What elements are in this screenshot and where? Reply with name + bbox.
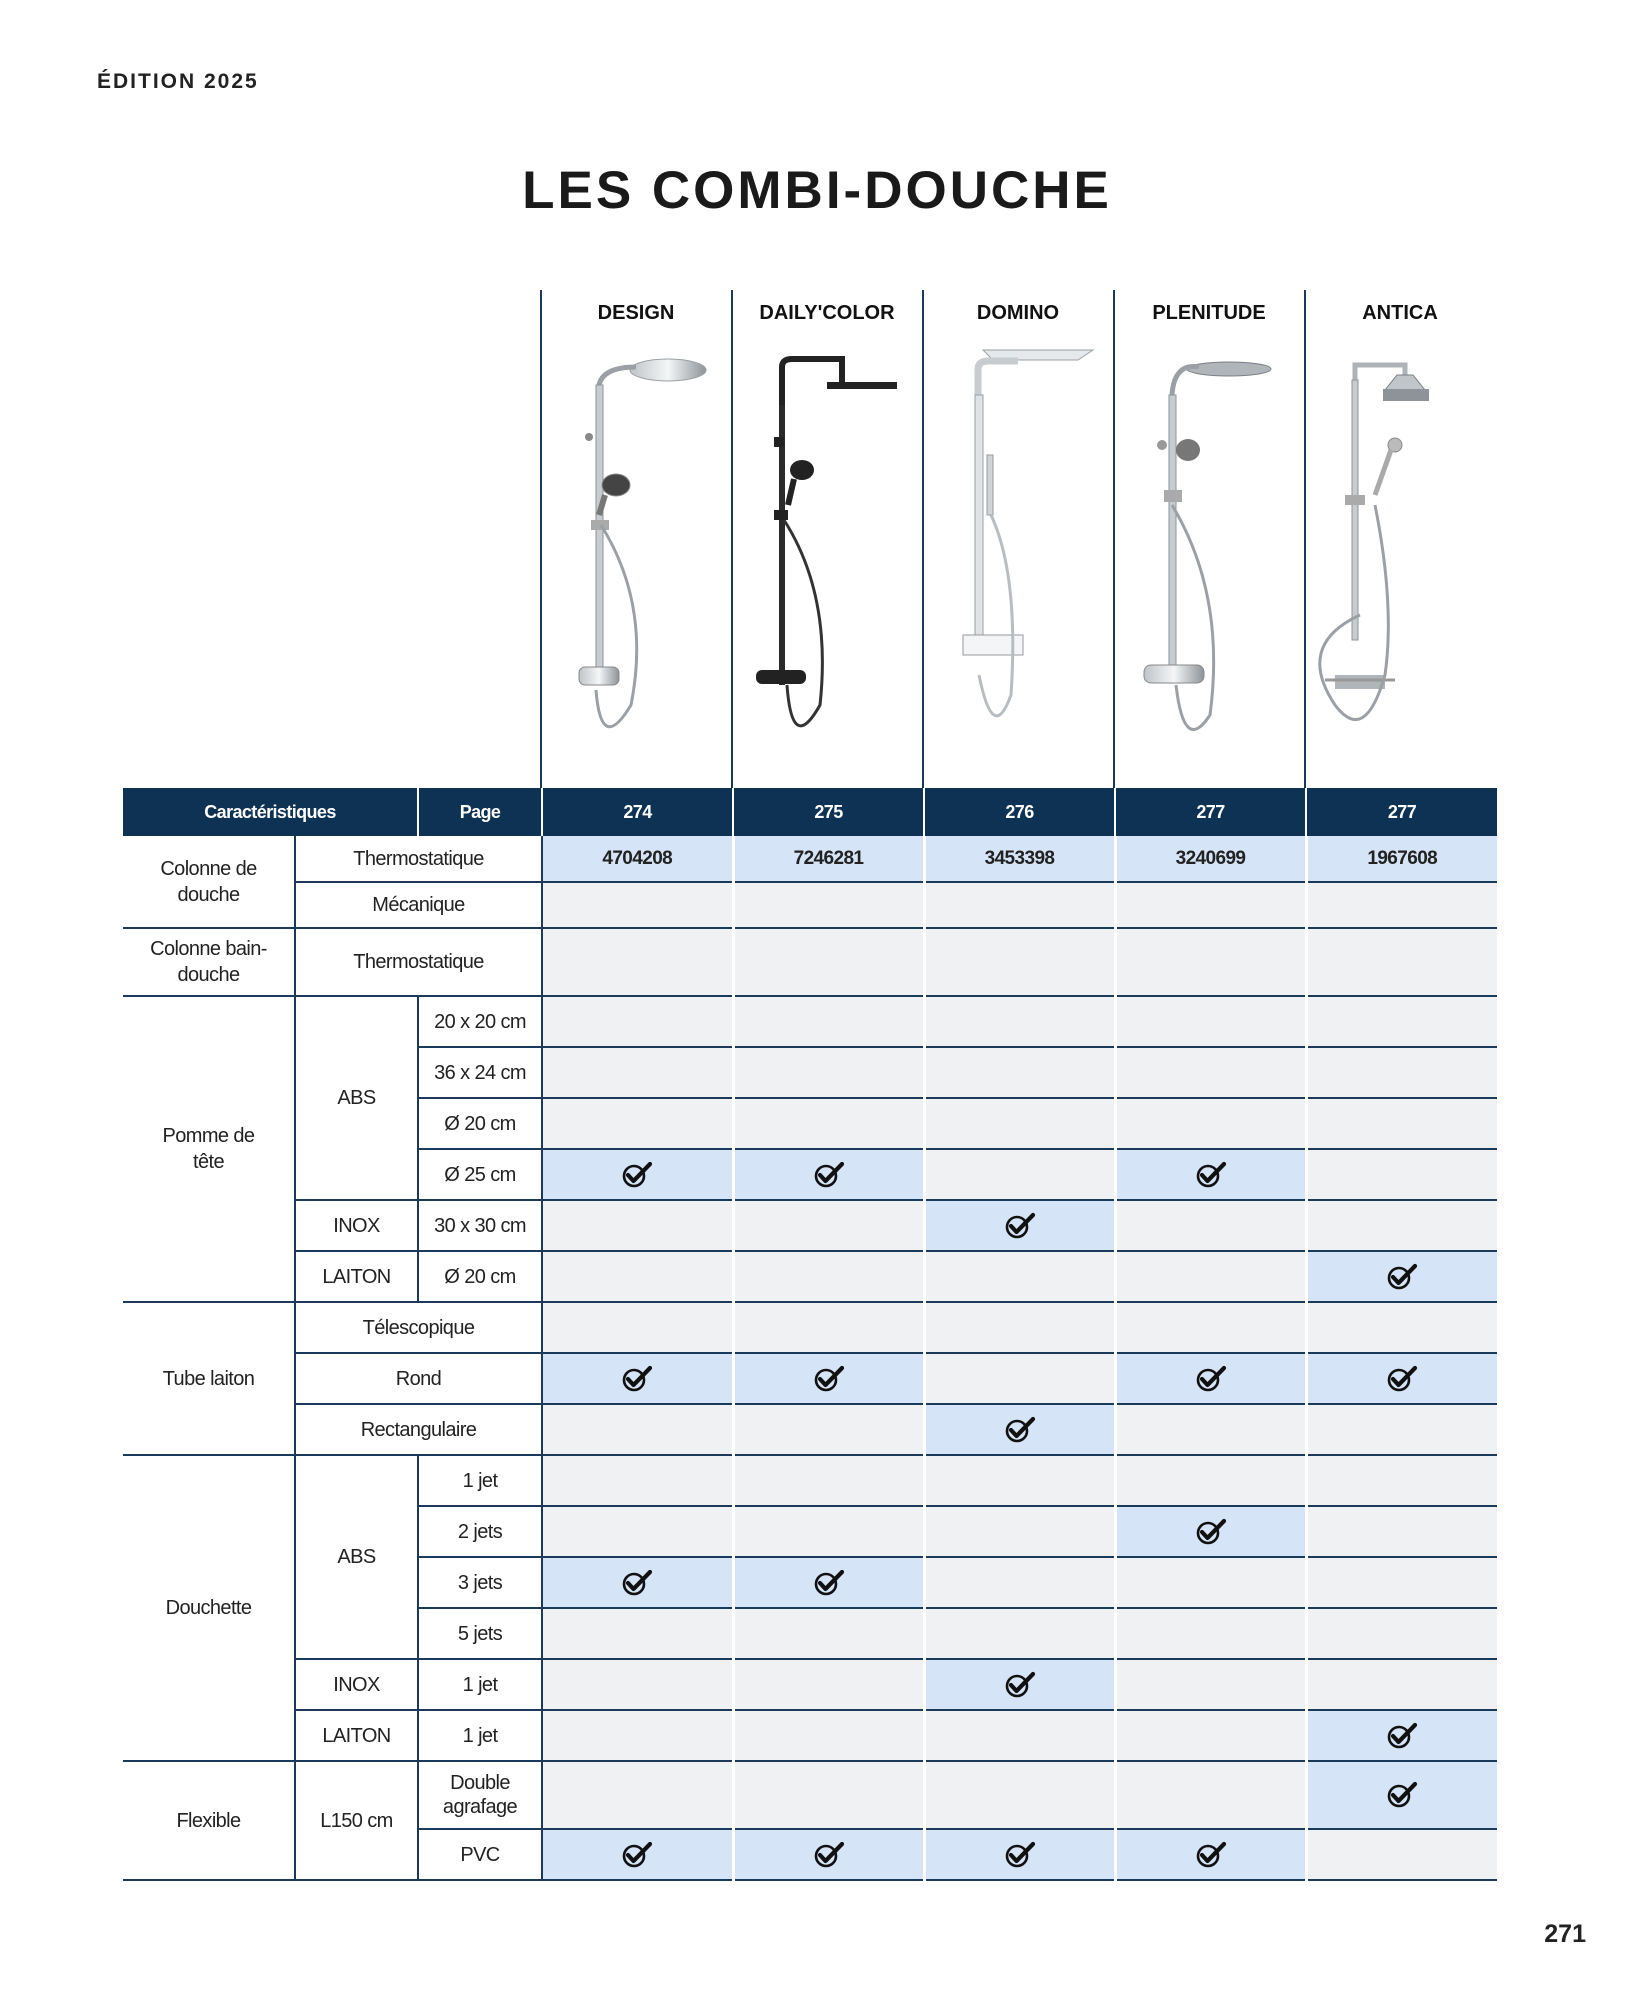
header-page-4: 277 — [1115, 788, 1306, 836]
empty-cell — [924, 1710, 1115, 1761]
product-reference: 7246281 — [733, 836, 924, 882]
empty-cell — [1306, 996, 1497, 1047]
page-number: 271 — [1544, 1920, 1586, 1948]
variant-1-jet: 1 jet — [418, 1710, 542, 1761]
category-tube-laiton: Tube laiton — [123, 1302, 295, 1455]
empty-cell — [1115, 1200, 1306, 1251]
empty-cell — [542, 928, 733, 996]
table-row — [123, 1353, 1497, 1404]
empty-cell — [542, 996, 733, 1047]
product-image-antica — [1305, 345, 1495, 765]
empty-cell — [733, 1302, 924, 1353]
check-icon — [733, 1557, 924, 1608]
table-row — [123, 836, 1497, 882]
product-image-design — [541, 345, 731, 765]
category-colonne-de-douche: Colonne de douche — [123, 836, 295, 928]
empty-cell — [1115, 1251, 1306, 1302]
empty-cell — [1306, 1047, 1497, 1098]
header-page-5: 277 — [1306, 788, 1497, 836]
variant-20-cm: Ø 20 cm — [418, 1098, 542, 1149]
empty-cell — [733, 1659, 924, 1710]
variant-1-jet: 1 jet — [418, 1659, 542, 1710]
empty-cell — [924, 1455, 1115, 1506]
empty-cell — [924, 882, 1115, 928]
empty-cell — [1306, 1608, 1497, 1659]
empty-cell — [542, 1455, 733, 1506]
empty-cell — [733, 928, 924, 996]
empty-cell — [733, 996, 924, 1047]
empty-cell — [1115, 1659, 1306, 1710]
header-page-3: 276 — [924, 788, 1115, 836]
table-row — [123, 1200, 1497, 1251]
header-page-2: 275 — [733, 788, 924, 836]
empty-cell — [924, 1251, 1115, 1302]
empty-cell — [1306, 1098, 1497, 1149]
table-row — [123, 1251, 1497, 1302]
variant-5-jets: 5 jets — [418, 1608, 542, 1659]
check-icon — [542, 1149, 733, 1200]
table-row — [123, 882, 1497, 928]
empty-cell — [542, 1047, 733, 1098]
product-name-dailycolor: DAILY'COLOR — [759, 302, 895, 324]
empty-cell — [1306, 1302, 1497, 1353]
subcategory-l150-cm: L150 cm — [295, 1761, 418, 1880]
empty-cell — [924, 1608, 1115, 1659]
table-row — [123, 996, 1497, 1047]
variant-20-x-20-cm: 20 x 20 cm — [418, 996, 542, 1047]
empty-cell — [733, 1761, 924, 1829]
header-page: Page — [418, 788, 542, 836]
product-name-antica: ANTICA — [1362, 302, 1438, 324]
empty-cell — [1306, 1149, 1497, 1200]
product-reference: 1967608 — [1306, 836, 1497, 882]
empty-cell — [1306, 882, 1497, 928]
empty-cell — [542, 1710, 733, 1761]
empty-cell — [542, 1659, 733, 1710]
empty-cell — [542, 1098, 733, 1149]
subcategory-abs: ABS — [295, 1455, 418, 1659]
check-icon — [924, 1404, 1115, 1455]
empty-cell — [733, 1200, 924, 1251]
empty-cell — [1115, 1608, 1306, 1659]
product-name-design: DESIGN — [597, 302, 675, 324]
empty-cell — [1115, 1710, 1306, 1761]
empty-cell — [1306, 1404, 1497, 1455]
check-icon — [733, 1149, 924, 1200]
subcategory-inox: INOX — [295, 1200, 418, 1251]
empty-cell — [733, 1404, 924, 1455]
check-icon — [1115, 1506, 1306, 1557]
empty-cell — [1115, 1761, 1306, 1829]
empty-cell — [1306, 1455, 1497, 1506]
table-row — [123, 928, 1497, 996]
empty-cell — [924, 1557, 1115, 1608]
empty-cell — [542, 1251, 733, 1302]
check-icon — [924, 1829, 1115, 1880]
product-name-domino: DOMINO — [976, 302, 1060, 324]
variant-double-agrafage: Double agrafage — [418, 1761, 542, 1829]
check-icon — [924, 1659, 1115, 1710]
empty-cell — [924, 996, 1115, 1047]
table-header-row — [123, 788, 1497, 836]
empty-cell — [924, 1302, 1115, 1353]
product-reference: 3453398 — [924, 836, 1115, 882]
variant-36-x-24-cm: 36 x 24 cm — [418, 1047, 542, 1098]
empty-cell — [1306, 928, 1497, 996]
empty-cell — [542, 1506, 733, 1557]
check-icon — [1115, 1149, 1306, 1200]
product-image-plenitude — [1114, 345, 1304, 765]
variant-3-jets: 3 jets — [418, 1557, 542, 1608]
header-characteristics: Caractéristiques — [123, 788, 418, 836]
check-icon — [1306, 1710, 1497, 1761]
table-row — [123, 1710, 1497, 1761]
empty-cell — [1115, 1098, 1306, 1149]
empty-cell — [733, 1506, 924, 1557]
category-colonne-bain-douche: Colonne bain-douche — [123, 928, 295, 996]
variant-25-cm: Ø 25 cm — [418, 1149, 542, 1200]
empty-cell — [733, 1098, 924, 1149]
empty-cell — [542, 882, 733, 928]
edition-label: ÉDITION 2025 — [97, 70, 259, 93]
check-icon — [733, 1353, 924, 1404]
table-row — [123, 1455, 1497, 1506]
empty-cell — [542, 1761, 733, 1829]
subcategory-laiton: LAITON — [295, 1251, 418, 1302]
check-icon — [1306, 1761, 1497, 1829]
variant-2-jets: 2 jets — [418, 1506, 542, 1557]
header-page-1: 274 — [542, 788, 733, 836]
category-pomme-de-tete: Pomme de tête — [123, 996, 295, 1302]
empty-cell — [1115, 996, 1306, 1047]
table-row — [123, 1404, 1497, 1455]
empty-cell — [1306, 1557, 1497, 1608]
product-image-domino — [923, 345, 1113, 765]
empty-cell — [1115, 1047, 1306, 1098]
empty-cell — [733, 1251, 924, 1302]
variant-1-jet: 1 jet — [418, 1455, 542, 1506]
variant-pvc: PVC — [418, 1829, 542, 1880]
product-reference: 4704208 — [542, 836, 733, 882]
check-icon — [1306, 1353, 1497, 1404]
category-douchette: Douchette — [123, 1455, 295, 1761]
empty-cell — [924, 1506, 1115, 1557]
variant-20-cm: Ø 20 cm — [418, 1251, 542, 1302]
empty-cell — [733, 1455, 924, 1506]
empty-cell — [924, 1761, 1115, 1829]
empty-cell — [733, 1710, 924, 1761]
empty-cell — [924, 1353, 1115, 1404]
empty-cell — [542, 1200, 733, 1251]
table-row — [123, 1302, 1497, 1353]
subcategory-rond: Rond — [295, 1353, 542, 1404]
empty-cell — [1115, 1302, 1306, 1353]
check-icon — [542, 1829, 733, 1880]
empty-cell — [1306, 1506, 1497, 1557]
check-icon — [733, 1829, 924, 1880]
subcategory-telescopique: Télescopique — [295, 1302, 542, 1353]
empty-cell — [924, 1047, 1115, 1098]
page-title: LES COMBI-DOUCHE — [522, 161, 1112, 220]
check-icon — [1306, 1251, 1497, 1302]
variant-30-x-30-cm: 30 x 30 cm — [418, 1200, 542, 1251]
empty-cell — [1115, 1455, 1306, 1506]
empty-cell — [1306, 1659, 1497, 1710]
empty-cell — [542, 1302, 733, 1353]
empty-cell — [542, 1404, 733, 1455]
subcategory-mecanique: Mécanique — [295, 882, 542, 928]
empty-cell — [924, 928, 1115, 996]
category-flexible: Flexible — [123, 1761, 295, 1880]
subcategory-rectangulaire: Rectangulaire — [295, 1404, 542, 1455]
empty-cell — [1306, 1829, 1497, 1880]
check-icon — [1115, 1829, 1306, 1880]
empty-cell — [1115, 928, 1306, 996]
subcategory-inox: INOX — [295, 1659, 418, 1710]
check-icon — [924, 1200, 1115, 1251]
empty-cell — [924, 1149, 1115, 1200]
empty-cell — [1306, 1200, 1497, 1251]
subcategory-abs: ABS — [295, 996, 418, 1200]
empty-cell — [733, 1047, 924, 1098]
table-row — [123, 1659, 1497, 1710]
empty-cell — [1115, 1404, 1306, 1455]
check-icon — [542, 1557, 733, 1608]
empty-cell — [1115, 882, 1306, 928]
table-row — [123, 1761, 1497, 1829]
product-name-plenitude: PLENITUDE — [1152, 302, 1266, 324]
empty-cell — [542, 1608, 733, 1659]
subcategory-laiton: LAITON — [295, 1710, 418, 1761]
empty-cell — [733, 1608, 924, 1659]
product-reference: 3240699 — [1115, 836, 1306, 882]
subcategory-thermostatique: Thermostatique — [295, 928, 542, 996]
empty-cell — [1115, 1557, 1306, 1608]
check-icon — [542, 1353, 733, 1404]
product-image-dailycolor — [732, 345, 922, 765]
check-icon — [1115, 1353, 1306, 1404]
comparison-table — [123, 788, 1497, 1881]
subcategory-thermostatique: Thermostatique — [295, 836, 542, 882]
empty-cell — [924, 1098, 1115, 1149]
empty-cell — [733, 882, 924, 928]
